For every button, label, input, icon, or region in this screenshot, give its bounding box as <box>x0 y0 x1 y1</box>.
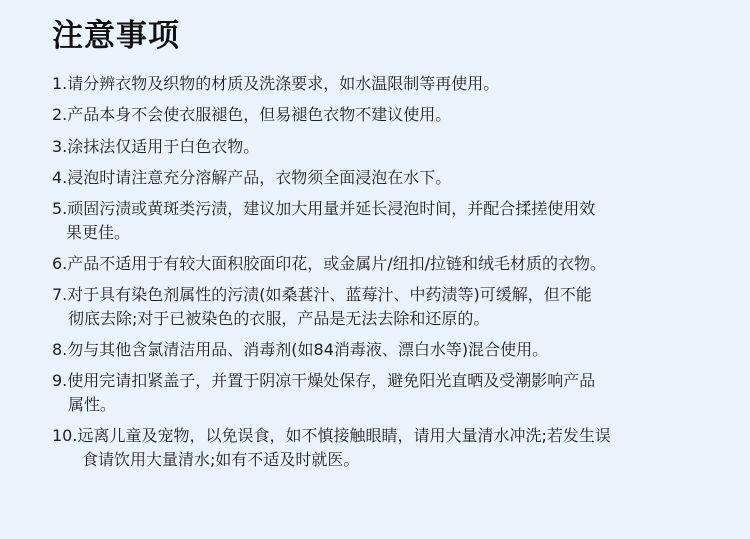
note-item-7 <box>52 283 730 330</box>
note-1-line-1: 1.请分辨衣物及织物的材质及洗涤要求，如水温限制等再使用。 <box>52 74 500 93</box>
note-8-line-1: 8.勿与其他含氯清洁用品、消毒剂(如84消毒液、漂白水等)混合使用。 <box>52 340 549 360</box>
note-10-line-2: 食请饮用大量清水;如有不适及时就医。 <box>82 449 360 469</box>
note-item-10 <box>52 424 730 471</box>
note-item-5 <box>52 197 730 244</box>
note-5-line-1: 5.顽固污渍或黄斑类污渍，建议加大用量并延长浸泡时间，并配合揉搓使用效 <box>52 199 596 219</box>
note-4-line-1: 4.浸泡时请注意充分溶解产品，衣物须全面浸泡在水下。 <box>52 167 452 187</box>
note-item-1 <box>52 72 730 96</box>
note-item-3 <box>52 135 730 159</box>
note-item-2 <box>52 103 730 127</box>
note-item-9 <box>52 369 730 416</box>
note-item-4 <box>52 166 730 190</box>
note-7-line-1: 7.对于具有染色剂属性的污渍(如桑葚汁、蓝莓汁、中药渍等)可缓解，但不能 <box>52 285 592 305</box>
note-2-line-1: 2.产品本身不会使衣服褪色，但易褪色衣物不建议使用。 <box>52 105 452 125</box>
notes-list <box>52 72 730 471</box>
note-5-line-2: 果更佳。 <box>66 222 131 242</box>
note-3-line-1: 3.涂抹法仅适用于白色衣物。 <box>52 136 260 156</box>
note-10-line-1: 10.远离儿童及宠物，以免误食，如不慎接触眼睛，请用大量清水冲洗;若发生误 <box>52 426 611 446</box>
note-item-6 <box>52 252 730 276</box>
note-7-line-2: 彻底去除;对于已被染色的衣服，产品是无法去除和还原的。 <box>68 308 490 328</box>
note-item-8 <box>52 338 730 362</box>
note-9-line-2: 属性。 <box>68 394 117 414</box>
note-9-line-1: 9.使用完请扣紧盖子，并置于阴凉干燥处保存，避免阳光直晒及受潮影响产品 <box>52 371 596 391</box>
page-title: 注意事项 <box>52 18 180 54</box>
note-6-line-1: 6.产品不适用于有较大面积胶面印花，或金属片/纽扣/拉链和绒毛材质的衣物。 <box>52 253 607 273</box>
